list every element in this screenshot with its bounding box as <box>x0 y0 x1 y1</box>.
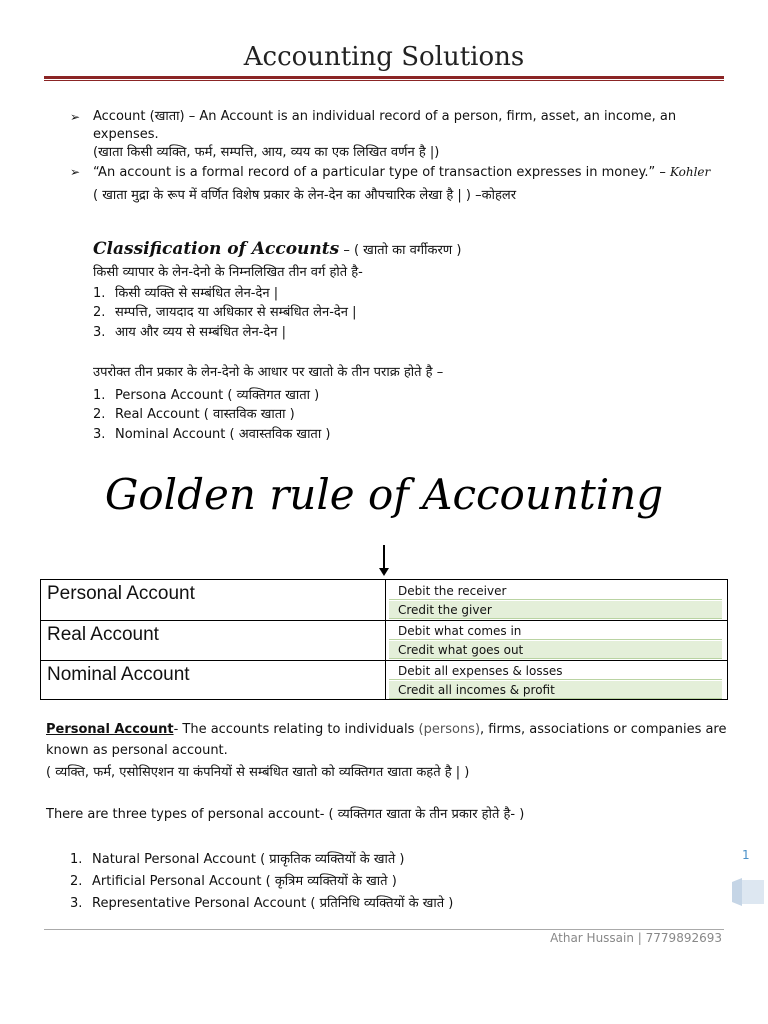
classification-heading: Classification of Accounts <box>93 239 340 259</box>
classification-heading-row <box>93 240 461 260</box>
list-text: Natural Personal Account ( प्राकृतिक व्यक्तियों के खाते ) <box>92 852 405 867</box>
list-number: 3. <box>93 427 106 442</box>
account-definition: – An Account is an individual record of a person, firm, asset, an income, an <box>188 109 677 124</box>
list-item <box>93 387 319 405</box>
down-arrow-head-icon <box>379 568 389 576</box>
account-term-hindi: (खाता) <box>149 109 185 124</box>
footer-rule <box>44 929 724 930</box>
kohler-author: Kohler <box>669 165 711 179</box>
kohler-quote: “An account is a formal record of a particular type of transaction expresses in money.” – <box>93 165 666 180</box>
list-item <box>70 895 453 913</box>
list-item <box>93 304 357 322</box>
table-row <box>41 580 727 620</box>
credit-rule: Credit all incomes & profit <box>389 681 722 699</box>
table-row <box>41 660 727 700</box>
account-type-label: Real Account <box>47 624 159 645</box>
list-text: सम्पत्ति, जायदाद या अधिकार से सम्बंधित लेन-देन | <box>115 305 357 320</box>
credit-rule: Credit what goes out <box>389 641 722 659</box>
personal-def-b: , firms, associations or companies are <box>480 722 727 737</box>
page-title: Accounting Solutions <box>243 42 525 72</box>
debit-rule: Debit what comes in <box>389 622 722 640</box>
list-text: आय और व्यय से सम्बंधित लेन-देन | <box>115 325 286 340</box>
page-number: 1 <box>742 848 750 862</box>
personal-account-term: Personal Account <box>46 722 174 737</box>
personal-types-line: There are three types of personal account- ( व्यक्तिगत खाता के तीन प्रकार होते है- ) <box>46 807 525 822</box>
personal-def-hindi: ( व्यक्ति, फर्म, एसोसिएशन या कंपनियों से सम्बंधित खातो को व्यक्तिगत खाता कहते है | ) <box>46 765 470 780</box>
arrow-bullet-icon: ➢ <box>70 165 81 179</box>
list-item <box>93 426 330 444</box>
title-rule <box>44 76 724 79</box>
credit-rule: Credit the giver <box>389 601 722 619</box>
list-number: 2. <box>70 874 83 889</box>
list-item <box>93 324 286 342</box>
list-number: 1. <box>93 286 106 301</box>
personal-def-line2: known as personal account. <box>46 743 228 758</box>
list-number: 3. <box>93 325 106 340</box>
list-number: 1. <box>70 852 83 867</box>
page-tab-icon <box>728 878 764 906</box>
list-number: 1. <box>93 388 106 403</box>
golden-rule-heading: Golden rule of Accounting <box>104 470 664 519</box>
list-number: 2. <box>93 407 106 422</box>
footer-author: Athar Hussain | 7779892693 <box>550 931 722 945</box>
personal-def-persons: (persons) <box>418 722 481 737</box>
golden-rule-table <box>40 579 728 700</box>
list-item <box>70 873 397 891</box>
personal-def-a: - The accounts relating to individuals <box>173 722 419 737</box>
intro-item-1 <box>93 108 693 126</box>
list-number: 3. <box>70 896 83 911</box>
list-number: 2. <box>93 305 106 320</box>
list-text: किसी व्यक्ति से सम्बंधित लेन-देन | <box>115 286 279 301</box>
account-definition-cont: expenses. <box>93 127 159 142</box>
kohler-quote-hindi: ( खाता मुद्रा के रूप में वर्णित विशेष प्रकार के लेन-देन का औपचारिक लेखा है | ) –कोहलर <box>93 188 517 203</box>
list-text: Persona Account ( व्यक्तिगत खाता ) <box>115 388 320 403</box>
personal-account-definition <box>46 721 736 739</box>
classification-basis: उपरोक्त तीन प्रकार के लेन-देनो के आधार पर खातो के तीन पराक्र होते है – <box>93 365 444 380</box>
list-text: Real Account ( वास्तविक खाता ) <box>115 407 295 422</box>
title-rule-thin <box>44 80 724 81</box>
classification-heading-hindi: – ( खातो का वर्गीकरण ) <box>343 243 462 258</box>
list-text: Nominal Account ( अवास्तविक खाता ) <box>115 427 331 442</box>
classification-intro: किसी व्यापार के लेन-देनो के निम्नलिखित तीन वर्ग होते है- <box>93 265 363 280</box>
list-item <box>70 851 404 869</box>
table-row <box>41 620 727 660</box>
account-type-label: Personal Account <box>47 583 195 604</box>
debit-rule: Debit the receiver <box>389 582 722 600</box>
intro-item-2 <box>93 163 733 182</box>
list-item <box>93 406 295 424</box>
account-type-label: Nominal Account <box>47 664 190 685</box>
arrow-bullet-icon: ➢ <box>70 110 81 124</box>
list-item <box>93 285 278 303</box>
debit-rule: Debit all expenses & losses <box>389 662 722 680</box>
account-definition-hindi: (खाता किसी व्यक्ति, फर्म, सम्पत्ति, आय, व्यय का एक लिखित वर्णन है |) <box>93 145 440 160</box>
list-text: Representative Personal Account ( प्रतिनिधि व्यक्तियों के खाते ) <box>92 896 454 911</box>
list-text: Artificial Personal Account ( कृत्रिम व्यक्तियों के खाते ) <box>92 874 397 889</box>
account-term: Account <box>93 109 146 124</box>
